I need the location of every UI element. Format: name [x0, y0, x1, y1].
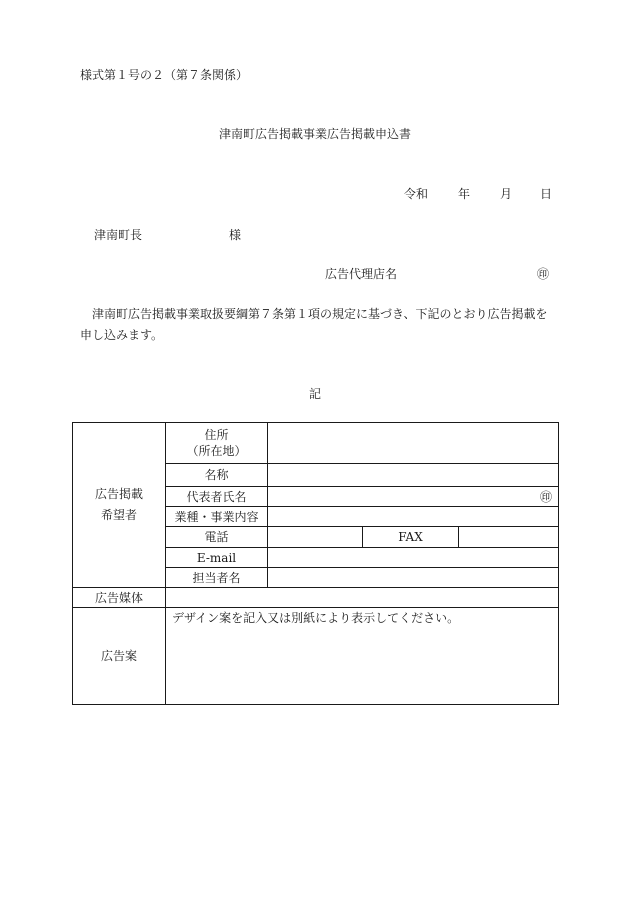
design-field[interactable]: [166, 608, 559, 705]
applicant-group-line2: 希望者: [100, 508, 137, 522]
email-label: E-mail: [166, 548, 268, 568]
address-label-line2: （所在地）: [186, 444, 247, 458]
name-label: 名称: [166, 464, 268, 487]
contact-person-field[interactable]: [268, 568, 559, 588]
date-month: 月: [500, 187, 513, 201]
phone-field[interactable]: [268, 527, 363, 548]
address-field[interactable]: [268, 423, 559, 464]
date-day: 日: [540, 187, 553, 201]
design-instruction: デザイン案を記入又は別紙により表示してください。: [172, 611, 460, 625]
agency-seal-mark: ㊞: [537, 267, 550, 281]
body-text: 津南町広告掲載事業取扱要綱第７条第１項の規定に基づき、下記のとおり広告掲載を申し込みます。: [80, 307, 548, 342]
name-field[interactable]: [268, 464, 559, 487]
address-label: [166, 423, 268, 464]
applicant-group-line1: 広告掲載: [94, 487, 143, 501]
form-number: 様式第１号の２（第７条関係）: [80, 68, 249, 82]
application-table: [72, 422, 559, 705]
email-field[interactable]: [268, 548, 559, 568]
media-label: 広告媒体: [73, 588, 166, 608]
document-title: 津南町広告掲載事業広告掲載申込書: [218, 127, 411, 141]
representative-label: 代表者氏名: [166, 487, 268, 507]
date-era: 令和: [404, 187, 429, 201]
fax-label: FAX: [363, 527, 459, 548]
phone-label: 電話: [166, 527, 268, 548]
media-field[interactable]: [166, 588, 559, 608]
representative-seal-mark: ㊞: [540, 489, 553, 504]
ki-heading: 記: [308, 387, 321, 401]
addressee-honorific: 様: [229, 228, 242, 242]
agency-name-label: 広告代理店名: [325, 267, 398, 281]
fax-field[interactable]: [459, 527, 559, 548]
design-label: 広告案: [73, 608, 166, 705]
representative-field[interactable]: [268, 487, 559, 507]
date-year: 年: [458, 187, 471, 201]
addressee-name: 津南町長: [94, 228, 143, 242]
business-field[interactable]: [268, 507, 559, 527]
business-label: 業種・事業内容: [166, 507, 268, 527]
applicant-group-label: [73, 423, 166, 588]
address-label-line1: 住所: [204, 428, 229, 442]
contact-person-label: 担当者名: [166, 568, 268, 588]
